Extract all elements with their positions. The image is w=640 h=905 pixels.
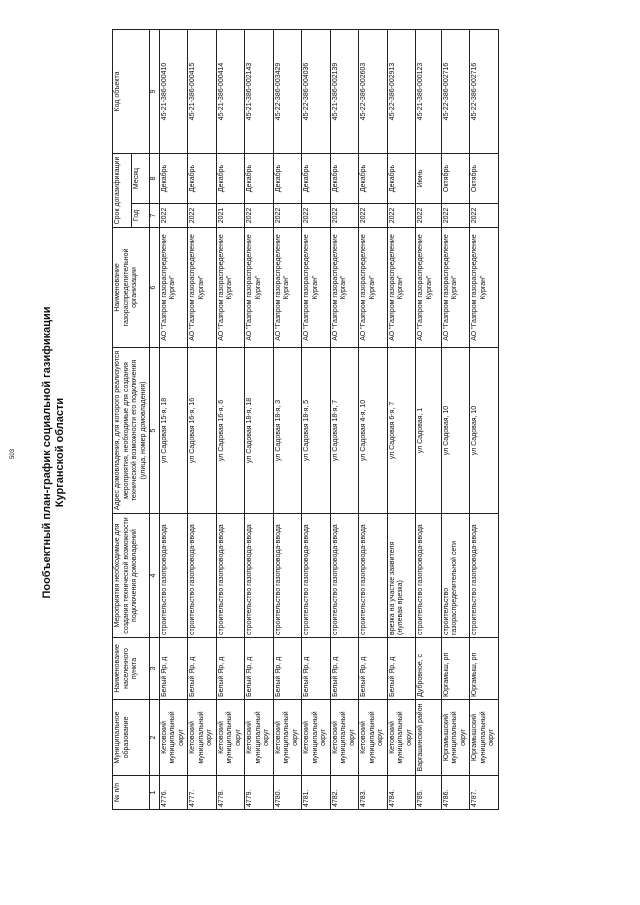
cell-mun: Кетовский муниципальный округ xyxy=(216,700,245,776)
cell-addr: ул Садовая 18-я, 7 xyxy=(330,348,359,514)
table-row xyxy=(330,30,359,810)
cell-month: Декабрь xyxy=(387,154,416,204)
table-row xyxy=(441,30,470,810)
col-number: 3 xyxy=(150,638,160,700)
cell-n: 4779. xyxy=(245,776,274,810)
column-number-row xyxy=(150,30,160,810)
document-title xyxy=(41,0,67,905)
cell-month: Октябрь xyxy=(441,154,470,204)
cell-month: Декабрь xyxy=(188,154,217,204)
cell-addr: ул Садовая, 10 xyxy=(441,348,470,514)
cell-year: 2022 xyxy=(330,204,359,228)
cell-org: АО "Газпром газораспределение Курган" xyxy=(359,228,388,348)
cell-n: 4784. xyxy=(387,776,416,810)
cell-meas: строительство газопровода-ввода xyxy=(359,514,388,638)
cell-set: Белый Яр, д xyxy=(188,638,217,700)
header-settlement: Наименование населенного пункта xyxy=(113,638,150,700)
table-row xyxy=(359,30,388,810)
cell-mun: Кетовский муниципальный округ xyxy=(273,700,302,776)
table-row xyxy=(416,30,442,810)
header-code: Код объекта xyxy=(113,30,150,154)
cell-addr: ул Садовая 18-я, 3 xyxy=(273,348,302,514)
table-row xyxy=(245,30,274,810)
cell-org: АО "Газпром газораспределение Курган" xyxy=(416,228,442,348)
cell-code: 45-22-386-002603 xyxy=(359,30,388,154)
cell-addr: ул Садовая 18-я, 18 xyxy=(245,348,274,514)
cell-n: 4782. xyxy=(330,776,359,810)
cell-n: 4785. xyxy=(416,776,442,810)
cell-code: 45-22-386-004036 xyxy=(302,30,331,154)
header-measures: Мероприятия необходимые для создания технической возможности подключения домовладений xyxy=(113,514,150,638)
cell-addr: ул Садовая, 10 xyxy=(470,348,499,514)
cell-meas: строительство газопровода-ввода xyxy=(159,514,188,638)
cell-addr: ул Садовая 18-я, 5 xyxy=(302,348,331,514)
header-row xyxy=(113,30,132,810)
cell-meas: врезка на участке заявителя (нулевая врезка) xyxy=(387,514,416,638)
cell-addr: ул Садовая 16-я, 16 xyxy=(188,348,217,514)
cell-org: АО "Газпром газораспределение Курган" xyxy=(387,228,416,348)
cell-org: АО "Газпром газораспределение Курган" xyxy=(273,228,302,348)
cell-code: 45-22-386-003429 xyxy=(273,30,302,154)
cell-set: Белый Яр, д xyxy=(273,638,302,700)
col-number: 9 xyxy=(150,30,160,154)
header-year: Год xyxy=(131,204,150,228)
cell-meas: строительство газопровода-ввода xyxy=(188,514,217,638)
cell-n: 4787. xyxy=(470,776,499,810)
cell-mun: Юргамышский муниципальный округ xyxy=(470,700,499,776)
cell-org: АО "Газпром газораспределение Курган" xyxy=(245,228,274,348)
table-row xyxy=(470,30,499,810)
cell-set: Белый Яр, д xyxy=(216,638,245,700)
cell-mun: Кетовский муниципальный округ xyxy=(330,700,359,776)
cell-code: 45-21-386-000410 xyxy=(159,30,188,154)
cell-year: 2022 xyxy=(273,204,302,228)
cell-code: 45-22-386-002913 xyxy=(387,30,416,154)
cell-org: АО "Газпром газораспределение Курган" xyxy=(330,228,359,348)
cell-year: 2022 xyxy=(441,204,470,228)
cell-code: 45-21-386-002143 xyxy=(245,30,274,154)
cell-mun: Кетовский муниципальный округ xyxy=(188,700,217,776)
cell-year: 2022 xyxy=(188,204,217,228)
header-municipal: Муниципальное образование xyxy=(113,700,150,776)
cell-month: Декабрь xyxy=(159,154,188,204)
cell-year: 2022 xyxy=(416,204,442,228)
cell-year: 2022 xyxy=(387,204,416,228)
col-number: 1 xyxy=(150,776,160,810)
table-row xyxy=(188,30,217,810)
cell-org: АО "Газпром газораспределение Курган" xyxy=(188,228,217,348)
page-number: 503 xyxy=(10,448,16,459)
col-number: 8 xyxy=(150,154,160,204)
cell-meas: строительство газопровода-ввода xyxy=(302,514,331,638)
cell-addr: ул Садовая 6-я, 7 xyxy=(387,348,416,514)
cell-mun: Кетовский муниципальный округ xyxy=(159,700,188,776)
cell-org: АО "Газпром газораспределение Курган" xyxy=(302,228,331,348)
table-row xyxy=(216,30,245,810)
cell-set: Юргамыш, рп xyxy=(441,638,470,700)
cell-n: 4776. xyxy=(159,776,188,810)
cell-set: Белый Яр, д xyxy=(330,638,359,700)
header-org: Наименование газораспределительной организации xyxy=(113,228,150,348)
title-line-1: Пообъектный план-график социальной газификации xyxy=(41,306,53,599)
cell-meas: строительство газопровода-ввода xyxy=(470,514,499,638)
table-row xyxy=(159,30,188,810)
cell-code: 45-22-386-002716 xyxy=(470,30,499,154)
cell-mun: Кетовский муниципальный округ xyxy=(387,700,416,776)
cell-n: 4778. xyxy=(216,776,245,810)
cell-month: Декабрь xyxy=(302,154,331,204)
table-row xyxy=(387,30,416,810)
cell-set: Белый Яр, д xyxy=(302,638,331,700)
cell-mun: Варгашинский район xyxy=(416,700,442,776)
cell-meas: строительство газопровода-ввода xyxy=(216,514,245,638)
cell-org: АО "Газпром газораспределение Курган" xyxy=(441,228,470,348)
col-number: 2 xyxy=(150,700,160,776)
cell-month: Декабрь xyxy=(216,154,245,204)
cell-code: 45-21-386-000123 xyxy=(416,30,442,154)
header-address: Адрес домовладения, для которого реализуются мероприятия, необходимые для создания технической возможности его подключения (улица, номер домовладения) xyxy=(113,348,150,514)
gasification-schedule-table xyxy=(112,29,499,810)
header-n: № п/п xyxy=(113,776,150,810)
cell-month: Декабрь xyxy=(330,154,359,204)
cell-month: Июнь xyxy=(416,154,442,204)
cell-mun: Кетовский муниципальный округ xyxy=(359,700,388,776)
title-line-2: Курганской области xyxy=(54,397,66,508)
cell-year: 2022 xyxy=(359,204,388,228)
cell-set: Юргамыш, рп xyxy=(470,638,499,700)
cell-year: 2022 xyxy=(470,204,499,228)
cell-meas: строительство газопровода-ввода xyxy=(416,514,442,638)
header-deadline: Срок догазификации xyxy=(113,154,132,228)
cell-org: АО "Газпром газораспределение Курган" xyxy=(470,228,499,348)
cell-mun: Кетовский муниципальный округ xyxy=(245,700,274,776)
cell-set: Белый Яр, д xyxy=(387,638,416,700)
table-body xyxy=(159,30,498,810)
header-month: Месяц xyxy=(131,154,150,204)
cell-n: 4783. xyxy=(359,776,388,810)
cell-code: 45-22-386-002716 xyxy=(441,30,470,154)
col-number: 6 xyxy=(150,228,160,348)
cell-code: 45-21-386-002139 xyxy=(330,30,359,154)
col-number: 5 xyxy=(150,348,160,514)
cell-addr: ул Садовая 4-я, 10 xyxy=(359,348,388,514)
cell-month: Декабрь xyxy=(245,154,274,204)
cell-code: 45-21-386-000414 xyxy=(216,30,245,154)
cell-year: 2022 xyxy=(302,204,331,228)
cell-meas: строительство газораспределительной сети xyxy=(441,514,470,638)
cell-mun: Кетовский муниципальный округ xyxy=(302,700,331,776)
cell-org: АО "Газпром газораспределение Курган" xyxy=(159,228,188,348)
cell-year: 2022 xyxy=(245,204,274,228)
cell-year: 2021 xyxy=(216,204,245,228)
cell-set: Белый Яр, д xyxy=(245,638,274,700)
col-number: 7 xyxy=(150,204,160,228)
cell-meas: строительство газопровода-ввода xyxy=(273,514,302,638)
cell-n: 4781. xyxy=(302,776,331,810)
cell-meas: строительство газопровода-ввода xyxy=(330,514,359,638)
cell-month: Декабрь xyxy=(359,154,388,204)
cell-n: 4777. xyxy=(188,776,217,810)
cell-addr: ул Садовая 16-я, 6 xyxy=(216,348,245,514)
cell-set: Белый Яр, д xyxy=(359,638,388,700)
cell-n: 4786. xyxy=(441,776,470,810)
cell-month: Октябрь xyxy=(470,154,499,204)
cell-addr: ул Садовая, 1 xyxy=(416,348,442,514)
table-row xyxy=(302,30,331,810)
cell-meas: строительство газопровода-ввода xyxy=(245,514,274,638)
cell-year: 2022 xyxy=(159,204,188,228)
cell-addr: ул Садовая 15-я, 18 xyxy=(159,348,188,514)
cell-org: АО "Газпром газораспределение Курган" xyxy=(216,228,245,348)
cell-set: Дубровное, с xyxy=(416,638,442,700)
cell-set: Белый Яр, д xyxy=(159,638,188,700)
table-row xyxy=(273,30,302,810)
cell-code: 45-21-386-000415 xyxy=(188,30,217,154)
cell-month: Декабрь xyxy=(273,154,302,204)
cell-n: 4780. xyxy=(273,776,302,810)
cell-mun: Юргамышский муниципальный округ xyxy=(441,700,470,776)
col-number: 4 xyxy=(150,514,160,638)
